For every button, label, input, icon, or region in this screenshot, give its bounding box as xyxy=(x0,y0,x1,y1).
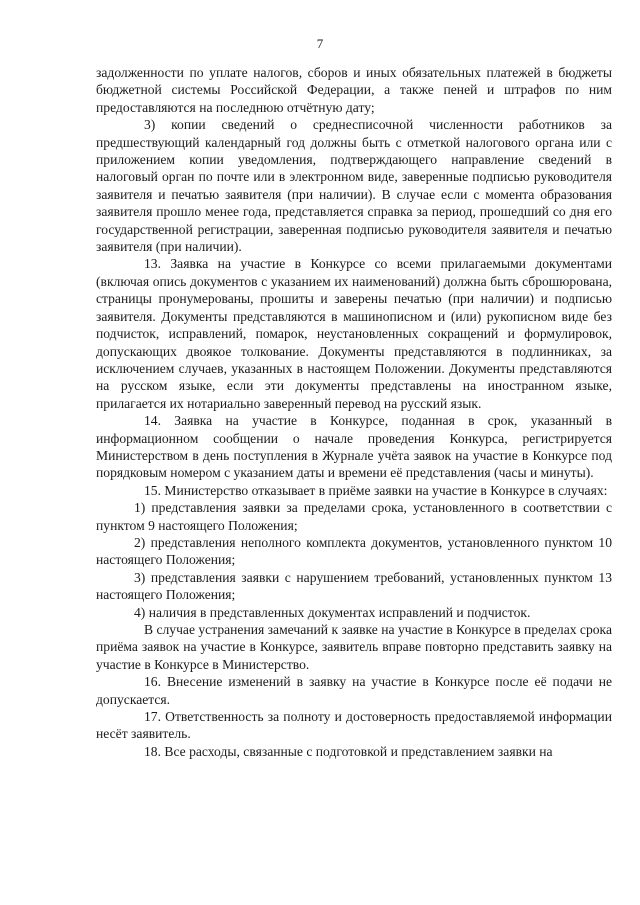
paragraph-resubmission: В случае устранения замечаний к заявке на участие в Конкурсе в пределах срока приёма заявок на участие в Конкурсе, заявитель вправе повторно представить заявку на участие в Конкурсе в Министерство. xyxy=(96,622,612,672)
paragraph-15-item-1: 1) представления заявки за пределами срока, установленного в соответствии с пунктом 9 настоящего Положения; xyxy=(96,500,612,533)
paragraph-16: 16. Внесение изменений в заявку на участие в Конкурсе после её подачи не допускается. xyxy=(96,674,612,707)
paragraph-taxes-continuation: задолженности по уплате налогов, сборов и иных обязательных платежей в бюджеты бюджетной системы Российской Федерации, а также пеней и штрафов по ним предоставляются на последнюю отчётную дату; xyxy=(96,65,612,115)
paragraph-18: 18. Все расходы, связанные с подготовкой и представлением заявки на xyxy=(144,743,553,759)
paragraph-17: 17. Ответственность за полноту и достоверность предоставляемой информации несёт заявитель. xyxy=(96,709,612,742)
paragraph-15: 15. Министерство отказывает в приёме заявки на участие в Конкурсе в случаях: xyxy=(144,482,608,498)
paragraph-15-item-3: 3) представления заявки с нарушением требований, установленных пунктом 13 настоящего Положения; xyxy=(96,569,612,603)
document-body xyxy=(96,64,612,760)
paragraph-15-item-2: 2) представления неполного комплекта документов, установленного пунктом 10 настоящего Положения; xyxy=(96,534,612,568)
paragraph-item-3-headcount: 3) копии сведений о среднесписочной численности работников за предшествующий календарный год должны быть с отметкой налогового органа или с приложением копии уведомления, подтверждающего направление сведений в налоговый орган по почте или в электронном виде, заверенные подписью руководителя заявителя и печатью заявителя (при наличии). В случае если с момента образования заявителя прошло менее года, представляется справка за период, прошедший со дня его государственной регистрации, заверенная подписью руководителя заявителя и печатью заявителя (при наличии). xyxy=(96,117,612,255)
paragraph-14: 14. Заявка на участие в Конкурсе, поданная в срок, указанный в информационном сообщении о начале проведения Конкурса, регистрируется Министерством в день поступления в Журнале учёта заявок на участие в Конкурсе под порядковым номером с указанием даты и времени её представления (часы и минуты). xyxy=(96,413,612,481)
page-number: 7 xyxy=(316,36,324,51)
paragraph-13: 13. Заявка на участие в Конкурсе со всеми прилагаемыми документами (включая опись документов с указанием их наименований) должна быть сброшюрована, страницы пронумерованы, прошиты и заверены печатью (при наличии) и подписью заявителя. Документы представляются в машинописном и (или) рукописном виде без подчисток, исправлений, помарок, неустановленных сокращений и формулировок, допускающих двоякое толкование. Документы представляются в подлинниках, за исключением случаев, указанных в настоящем Положении. Документы представляются на русском языке, если эти документы представлены на иностранном языке, прилагается их нотариально заверенный перевод на русский язык. xyxy=(96,256,612,411)
paragraph-15-item-4: 4) наличия в представленных документах исправлений и подчисток. xyxy=(134,604,531,620)
